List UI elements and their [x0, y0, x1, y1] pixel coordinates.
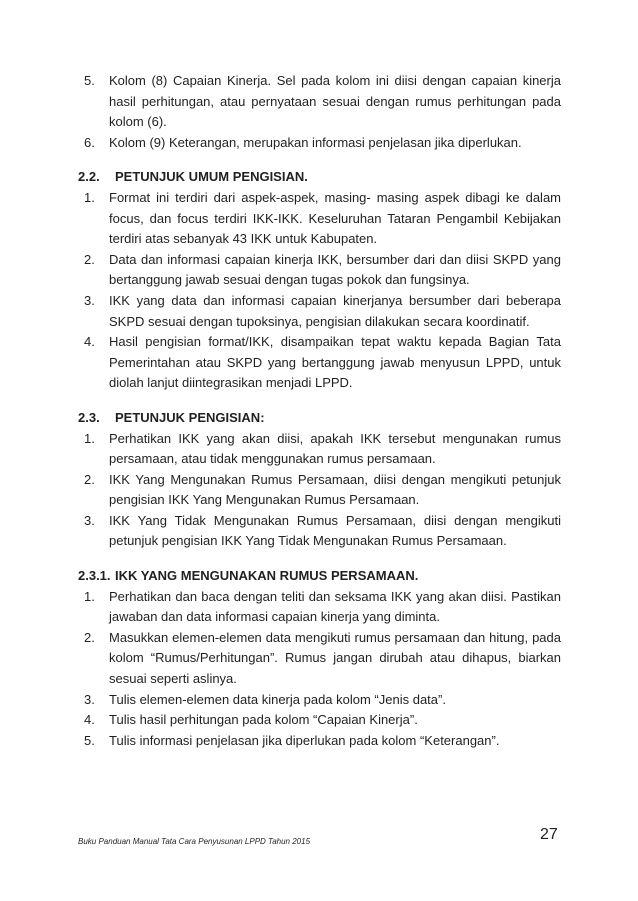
list-item — [78, 291, 561, 332]
list-item-text: IKK Yang Mengunakan Rumus Persamaan, diisi dengan mengikuti petunjuk pengisian IKK Yang Mengunakan Rumus Persamaan. — [109, 471, 561, 508]
section-title: PETUNJUK UMUM PENGISIAN. — [115, 169, 308, 185]
list-item-number: 3. — [84, 512, 95, 528]
list-item-number: 2. — [84, 629, 95, 645]
page-number: 27 — [540, 826, 558, 843]
sections-container — [78, 167, 561, 751]
list-item-text: Perhatikan IKK yang akan diisi, apakah IKK tersebut mengunakan rumus persamaan, atau tidak menggunakan rumus persamaan. — [109, 430, 561, 467]
page-content — [78, 71, 561, 751]
list-item-number: 1. — [84, 588, 95, 604]
list-item — [78, 628, 561, 690]
list-item — [78, 587, 561, 628]
footer-title: Buku Panduan Manual Tata Cara Penyusunan LPPD Tahun 2015 — [78, 837, 311, 846]
section-list — [78, 188, 561, 394]
list-item-number: 5. — [84, 73, 95, 88]
list-item-text: Tulis elemen-elemen data kinerja pada kolom “Jenis data”. — [109, 691, 446, 707]
intro-list — [78, 71, 561, 153]
section-title: IKK YANG MENGUNAKAN RUMUS PERSAMAAN. — [115, 568, 419, 584]
section-list — [78, 429, 561, 553]
section-list — [78, 587, 561, 752]
list-item-text: Perhatikan dan baca dengan teliti dan seksama IKK yang akan diisi. Pastikan jawaban dan data informasi capaian kinerja yang diminta. — [109, 588, 561, 625]
list-item — [78, 188, 561, 250]
list-item-number: 4. — [84, 334, 95, 350]
list-item-text: Kolom (8) Capaian Kinerja. Sel pada kolom ini diisi dengan capaian kinerja hasil perhitungan, atau pernyataan sesuai dengan rumus perhitungan pada kolom (6). — [109, 73, 561, 130]
section-heading — [78, 408, 561, 429]
list-item — [78, 511, 561, 552]
list-item — [78, 71, 561, 133]
list-item-number: 3. — [84, 292, 95, 308]
list-item-number: 1. — [84, 430, 95, 446]
list-item-number: 4. — [84, 712, 95, 728]
list-item-number: 2. — [84, 251, 95, 267]
section — [78, 408, 561, 552]
list-item — [78, 250, 561, 291]
list-item-number: 1. — [84, 189, 95, 205]
list-item-text: Tulis informasi penjelasan jika diperlukan pada kolom “Keterangan”. — [109, 732, 500, 748]
list-item — [78, 332, 561, 394]
section-title: PETUNJUK PENGISIAN: — [115, 409, 265, 425]
list-item-text: Tulis hasil perhitungan pada kolom “Capaian Kinerja”. — [109, 712, 418, 728]
list-item — [78, 731, 561, 752]
list-item — [78, 690, 561, 711]
list-item-number: 3. — [84, 691, 95, 707]
list-item-text: Format ini terdiri dari aspek-aspek, masing- masing aspek dibagi ke dalam focus, dan focus terdiri IKK-IKK. Keseluruhan Tataran Pengambil Kebijakan terdiri atas sebanyak 43 IKK untuk Kabupaten. — [109, 189, 561, 247]
list-item-number: 5. — [84, 732, 95, 748]
section-number: 2.3.1. — [78, 568, 111, 584]
list-item — [78, 470, 561, 511]
list-item-text: Data dan informasi capaian kinerja IKK, bersumber dari dan diisi SKPD yang bertanggung jawab sesuai dengan tugas pokok dan fungsinya. — [109, 251, 561, 288]
section-number: 2.2. — [78, 169, 100, 185]
list-item-text: IKK yang data dan informasi capaian kinerjanya bersumber dari beberapa SKPD sesuai dengan tupoksinya, pengisian dilakukan secara koordinatif. — [109, 292, 561, 329]
section-heading — [78, 167, 561, 188]
section — [78, 566, 561, 751]
list-item-number: 6. — [84, 134, 95, 150]
section — [78, 167, 561, 394]
section-heading — [78, 566, 561, 587]
list-item — [78, 710, 561, 731]
section-number: 2.3. — [78, 409, 100, 425]
list-item — [78, 429, 561, 470]
list-item-text: Kolom (9) Keterangan, merupakan informasi penjelasan jika diperlukan. — [109, 134, 522, 150]
list-item-text: Masukkan elemen-elemen data mengikuti rumus persamaan dan hitung, pada kolom “Rumus/Perhitungan”. Rumus jangan dirubah atau dihapus, biarkan sesuai seperti aslinya. — [109, 629, 561, 687]
list-item-text: Hasil pengisian format/IKK, disampaikan tepat waktu kepada Bagian Tata Pemerintahan atau SKPD yang bertanggung jawab menyusun LPPD, untuk diolah lanjut diintegrasikan menjadi LPPD. — [109, 334, 561, 391]
list-item-number: 2. — [84, 471, 95, 487]
list-item — [78, 133, 561, 154]
list-item-text: IKK Yang Tidak Mengunakan Rumus Persamaan, diisi dengan mengikuti petunjuk pengisian IKK Yang Tidak Mengunakan Rumus Persamaan. — [109, 512, 561, 549]
